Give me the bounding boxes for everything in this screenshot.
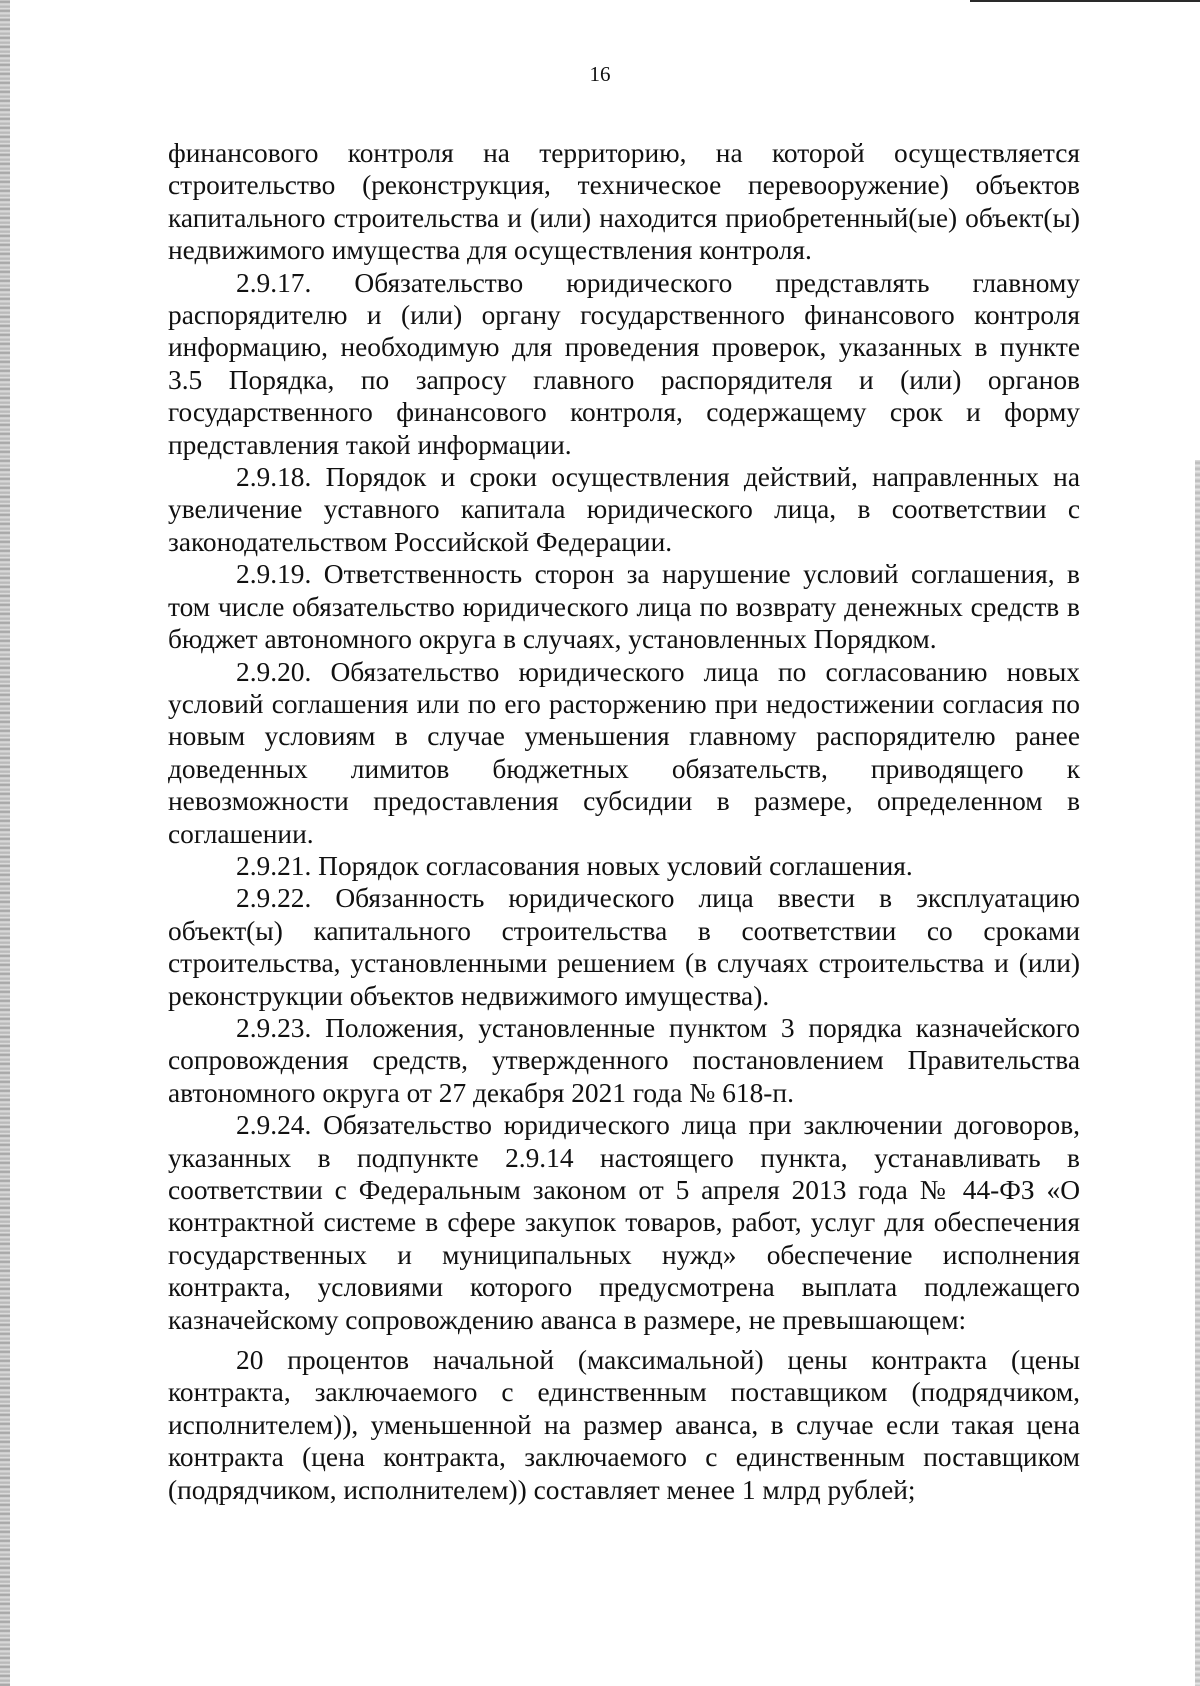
page-number: 16 (589, 62, 611, 86)
paragraph-2-9-19: 2.9.19. Ответственность сторон за нарушение условий соглашения, в том числе обязательство юридического лица по возврату денежных средств в бюджет автономного округа в случаях, установленных Порядком. (168, 559, 1080, 655)
paragraph-2-9-21: 2.9.21. Порядок согласования новых условий соглашения. (236, 850, 913, 881)
scan-edge-left (0, 0, 10, 1686)
paragraph-2-9-17: 2.9.17. Обязательство юридического представлять главному распорядителю и (или) органу государственного финансового контроля информацию, необходимую для проведения проверок, указанных в пункте 3.5 Порядка, по запросу главного распорядителя и (или) органов государственного финансового контроля, содержащему срок и форму представления такой информации. (168, 267, 1080, 460)
paragraph-2-9-22: 2.9.22. Обязанность юридического лица ввести в эксплуатацию объект(ы) капитального строительства в соответствии со сроками строительства, установленными решением (в случаях строительства и (или) реконструкции объектов недвижимого имущества). (168, 883, 1080, 1011)
paragraph-continuation: финансового контроля на территорию, на которой осуществляется строительство (реконструкция, техническое перевооружение) объектов капитального строительства и (или) находится приобретенный(ые) объект(ы) недвижимого имущества для осуществления контроля. (168, 138, 1080, 266)
document-body (168, 137, 1080, 1506)
scan-top-line (970, 0, 1200, 2)
paragraph-2-9-18: 2.9.18. Порядок и сроки осуществления действий, направленных на увеличение уставного капитала юридического лица, в соответствии с законодательством Российской Федерации. (168, 462, 1080, 557)
scan-edge-right (1195, 460, 1200, 1686)
paragraph-2-9-23: 2.9.23. Положения, установленные пунктом 3 порядка казначейского сопровождения средств, утвержденного постановлением Правительства автономного округа от 27 декабря 2021 года № 618-п. (168, 1012, 1080, 1108)
paragraph-2-9-24: 2.9.24. Обязательство юридического лица при заключении договоров, указанных в подпункте 2.9.14 настоящего пункта, устанавливать в соответствии с Федеральным законом от 5 апреля 2013 года № 44-ФЗ «О контрактной системе в сфере закупок товаров, работ, услуг для обеспечения государственных и муниципальных нужд» обеспечение исполнения контракта, условиями которого предусмотрена выплата подлежащего казначейскому сопровождению аванса в размере, не превышающем: (168, 1110, 1080, 1335)
paragraph-2-9-20: 2.9.20. Обязательство юридического лица по согласованию новых условий соглашения или по его расторжению при недостижении согласия по новым условиям в случае уменьшения главному распорядителю ранее доведенных лимитов бюджетных обязательств, приводящего к невозможности предоставления субсидии в размере, определенном в соглашении. (168, 656, 1080, 849)
paragraph-20-percent: 20 процентов начальной (максимальной) цены контракта (цены контракта, заключаемого с единственным поставщиком (подрядчиком, исполнителем)), уменьшенной на размер аванса, в случае если такая цена контракта (цена контракта, заключаемого с единственным поставщиком (подрядчиком, исполнителем)) составляет менее 1 млрд рублей; (168, 1345, 1080, 1505)
